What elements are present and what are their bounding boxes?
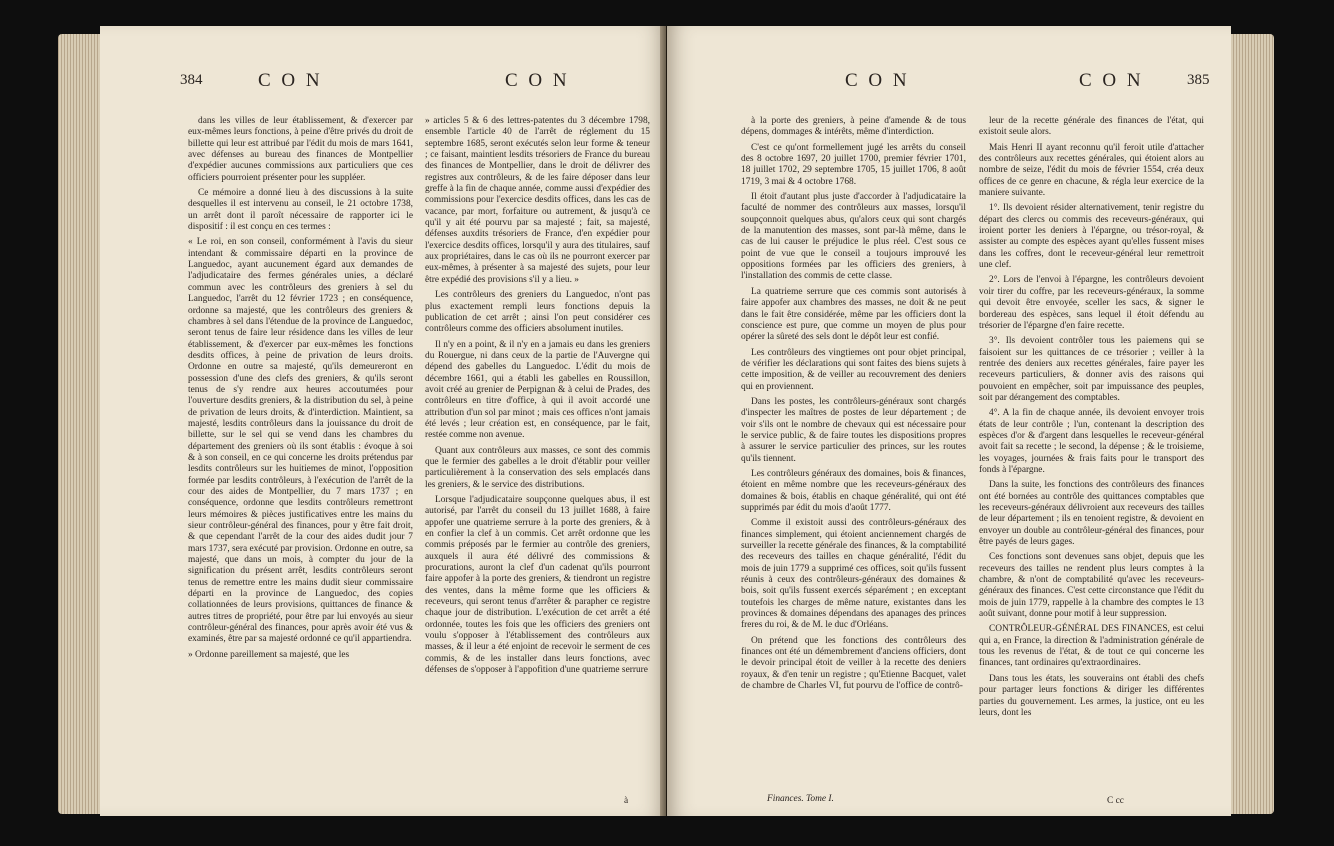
paragraph: « Le roi, en son conseil, conformément à l'avis du sieur intendant & commissaire départi en la province de Languedoc, ayant aucunement égard aux demandes de l'adjudicataire des fermes générales unies, a déclaré commun avec les contrôleurs des greniers à sel du Languedoc, l'arrêt du 12 février 1723 ; en conséquence, ordonne sa majesté, que les contrôleurs des greniers & chambres à sel dans l'étendue de la province de Languedoc, seront tenus de faire leur résidence dans les villes de leur établissement, & d'exercer par eux-mêmes les fonctions desdits offices, à peine de privation de leurs droits. Ordonne en outre sa majesté, qu'ils demeureront en possession d'une des clefs des greniers, & qu'ils seront tenus de s'y rendre aux heures accoutumées pour l'ouverture desdits greniers, & la distribution du sel, à peine de privation de leurs droits, & d'interdiction. Maintient, sa majesté, lesdits contrôleurs dans la jouissance du droit de billette, sur le sel qui se vend dans les chambres du département des greniers où ils sont établis : évoque à soi & à son conseil, en ce qui concerne les droits prétendus par lesdits contrôleurs sur les huitiemes de minot, l'opposition formée par lesdits contrôleurs, à l'exécution de l'arrêt de la cour des aides de Montpellier, du 7 mars 1737 ; en conséquence, ordonne que lesdits contrôleurs remettront leurs mémoires & pièces justificatives entre les mains du sieur contrôleur-général des finances, pour y être fait droit, & que cependant l'arrêt de la cour des aides dudit jour 7 mars 1737, sera exécuté par provision. Ordonne en outre, sa majesté, que dans un mois, à compter du jour de la signification du présent arrêt, lesdits contrôleurs seront tenus de remettre entre les mains dudit sieur commissaire départi en la province de Languedoc, des copies collationnées de leurs provisions, quittances de finance & autres titres de propriété, pour être par lui envoyés au sieur contrôleur-général des finances, pour après avoir été vus & examinés, être par sa majesté ordonné ce qu'il appartiendra.: [188, 237, 413, 645]
paragraph: Comme il existoit aussi des contrôleurs-généraux des finances simplement, qui étoient anciennement chargés de surveiller la recette générale des finances, & la comptabilité des receveurs des tailles en chaque généralité, l'édit du mois de juin 1779 a supprimé ces offices, soit qu'ils fussent réunis à ceux des contrôleurs-généraux des domaines & bois, soit qu'ils fussent exercés séparément ; en exceptant toutefois les charges de même nature, existantes dans les provinces & domaines dépendans des apanages des princes freres du roi, & de M. le duc d'Orléans.: [741, 518, 966, 631]
book-edge-right: [1228, 34, 1274, 814]
signature-mark: C cc: [1107, 796, 1124, 806]
running-head-left-2: C O N: [505, 70, 570, 91]
paragraph: Ce mémoire a donné lieu à des discussions à la suite desquelles il est intervenu au conseil, le 21 octobre 1738, un arrêt dont il paroît nécessaire de rapporter ici le dispositif : il est conçu en ces termes :: [188, 188, 413, 233]
paragraph: La quatrieme serrure que ces commis sont autorisés à faire appofer aux chambres des masses, ne doit & ne peut dans le fait être considérée, même par les officiers dont la conscience est pure, que comme un moyen de plus pour opérer la sûreté des sels dont le dépôt leur est confié.: [741, 286, 966, 343]
paragraph: Les contrôleurs des vingtiemes ont pour objet principal, de vérifier les déclarations qui sont faites des biens sujets à cette imposition, & de veiller au recouvrement des deniers qui en proviennent.: [741, 347, 966, 392]
paragraph: Dans la suite, les fonctions des contrôleurs des finances ont été bornées au contrôle des quittances comptables que les receveurs-généraux délivroient aux receveurs des tailles de leur département ; ils en tenoient registre, & devoient en envoyer un double au contrôleur-général des finances, pour être payés de leurs gages.: [979, 480, 1204, 548]
paragraph: à la porte des greniers, à peine d'amende & de tous dépens, dommages & intérêts, même d'interdiction.: [741, 116, 966, 138]
running-head-left-1: C O N: [258, 70, 323, 91]
paragraph: Lorsque l'adjudicataire soupçonne quelques abus, il est autorisé, par l'arrêt du conseil du 13 juillet 1688, à faire appofer une quatrieme serrure à la porte des greniers, & à en confier la clef à un commis. Cet arrêt ordonne que les commis préposés par le fermier au contrôle des greniers, auxquels il aura été délivré des commissions & procurations, auront la clef d'un cadenat qu'ils pourront faire appofer à la porte des greniers, & tiendront un registre des ventes, dans la même forme que les officiers & receveurs, qui seront tenus d'arrêter & parapher ce registre chaque jour de distribution. L'exécution de cet arrêt a été ordonnée, toutes les fois que les officiers des greniers ont voulu s'opposer à l'établissement des contrôleurs aux masses, & il leur a été enjoint de recevoir le serment de ces commis, & de les installer dans leurs fonctions, avec défenses de s'opposer à l'appofition d'une quatrieme serrure: [425, 495, 650, 676]
paragraph: » articles 5 & 6 des lettres-patentes du 3 décembre 1798, ensemble l'article 40 de l'arrêt de réglement du 15 septembre 1685, seront exécutés selon leur forme & teneur ; ce faisant, maintient lesdits trésoriers de France du bureau des finances de Montpellier, dans le droit de délivrer des registres aux contrôleurs, & de les faire déposer dans leur greffe à la fin de chaque année, comme aussi d'expédier des commissions pour l'exercice desdits offices, dans les cas de vacance, par mort, forfaiture ou autrement, & jusqu'à ce qu'il y ait été pourvu par sa majesté ; fait, sa majesté, défenses auxdits trésoriers de France, d'en expédier pour l'exercice desdits offices, lorsqu'il y aura des titulaires, sauf aux propriétaires, dans le cas où ils ne pourront exercer par eux-mêmes, à présenter à sa majesté des sujets, pour leur être expédié des provisions s'il y a lieu. »: [425, 116, 650, 285]
paragraph: Quant aux contrôleurs aux masses, ce sont des commis que le fermier des gabelles a le droit d'établir pour veiller particulièrement à la conservation des sels emplacés dans les greniers, & le service des distributions.: [425, 445, 650, 490]
paragraph: Il n'y en a point, & il n'y en a jamais eu dans les greniers du Rouergue, ni dans ceux de la partie de l'Auvergne qui dépend des gabelles du Languedoc. L'édit du mois de décembre 1661, qui a établi les gabelles en Roussillon, avoit créé au grenier de Perpignan & à celui de Prades, des contrôleurs en titre d'office, à qui il avoit accordé une attribution d'un sol par minot ; mais ces offices n'ont jamais été levés ; leur création est, en conséquence, par le fait, restée comme non avenue.: [425, 339, 650, 441]
paragraph: CONTRÔLEUR-GÉNÉRAL DES FINANCES, est celui qui a, en France, la direction & l'administration générale de tous les revenus de l'état, & de tout ce qui concerne les finances, tant ordinaires qu'extraordinaires.: [979, 624, 1204, 669]
right-page: [667, 26, 1231, 816]
paragraph: leur de la recette générale des finances de l'état, qui existoit seule alors.: [979, 116, 1204, 138]
paragraph: dans les villes de leur établissement, & d'exercer par eux-mêmes leurs fonctions, à peine d'être privés du droit de billette qui leur est attribué par l'édit du mois de mars 1641, avec défenses au bureau des finances de Montpellier d'expédier aucunes commissions aux particuliers que ces officiers pourroient présenter pour les suppléer.: [188, 116, 413, 183]
text-column-left-2: [425, 116, 650, 681]
book-edge-left: [58, 34, 104, 814]
paragraph: C'est ce qu'ont formellement jugé les arrêts du conseil des 8 octobre 1697, 20 juillet 1700, premier février 1701, 18 juillet 1702, 29 septembre 1705, 15 juillet 1706, 8 août 1719, 3 mai & 4 octobre 1768.: [741, 142, 966, 187]
paragraph: Mais Henri II ayant reconnu qu'il feroit utile d'attacher des contrôleurs aux recettes générales, qui étoient alors au nombre de seize, l'édit du mois de février 1554, créa deux offices de ce genre en chacune, & régla leur exercice de la maniere suivante.: [979, 142, 1204, 199]
text-column-right-2: [979, 116, 1204, 723]
paragraph: Dans tous les états, les souverains ont établi des chefs pour partager leurs fonctions & diriger les différentes parties du gouvernement. Les armes, la justice, ont eu les leurs, dont les: [979, 673, 1204, 718]
running-head-right-2: C O N: [1079, 70, 1144, 91]
paragraph: Les contrôleurs des greniers du Languedoc, n'ont pas plus exactement rempli leurs fonctions depuis la publication de cet arrêt ; ainsi l'on peut considérer ces contrôleurs comme des officiers absolument inutiles.: [425, 290, 650, 335]
paragraph: On prétend que les fonctions des contrôleurs des finances ont été un démembrement d'anciens officiers, dont le devoir principal étoit de veiller à la recette des deniers royaux, & d'en tenir un registre ; qu'Etienne Bacquet, valet de chambre de Charles VI, fut pourvu de l'office de contrô-: [741, 635, 966, 692]
page-number-right: 385: [1187, 72, 1210, 88]
running-head-right-1: C O N: [845, 70, 910, 91]
paragraph: 4°. A la fin de chaque année, ils devoient envoyer trois états de leur contrôle ; l'un, contenant la description des espèces d'or & d'argent dans lesquelles le receveur-général avoit fait sa recette ; le second, la dépense ; & le troisieme, les voyages, journées & frais faits pour le transport des fonds à l'épargne.: [979, 408, 1204, 475]
paragraph: Les contrôleurs généraux des domaines, bois & finances, étoient en même nombre que les receveurs-généraux des domaines & bois, établis en chaque généralité, qui ont été supprimés par édit du mois d'août 1777.: [741, 468, 966, 513]
paragraph: » Ordonne pareillement sa majesté, que les: [188, 649, 350, 660]
paragraph: 1°. Ils devoient résider alternativement, tenir registre du départ des clercs ou commis des receveurs-généraux, qui iroient porter les deniers à l'épargne, ou trésor-royal, & assister au compte des espèces ayant qu'elles fussent mises dans les coffres, dont le receveur-général leur remettroit une clef.: [979, 203, 1204, 271]
page-number-left: 384: [180, 72, 203, 88]
paragraph: 3°. Ils devoient contrôler tous les paiemens qui se faisoient sur les quittances de ce trésorier ; veiller à la rentrée des deniers aux recettes générales, faire payer les receveurs particuliers, & donner avis des raisons qui pouvoient en empêcher, soit par impuissance des peuples, soit par dérangement des comptables.: [979, 336, 1204, 403]
text-column-right-1: [741, 116, 966, 697]
text-column-left-1: [188, 116, 413, 665]
left-page: [100, 26, 666, 816]
page-footer: Finances. Tome I.: [767, 794, 834, 804]
catchword: à: [624, 796, 629, 806]
paragraph: Ces fonctions sont devenues sans objet, depuis que les receveurs des tailles ne rendent plus leurs comptes à la chambre, & n'ont de comptabilité qu'avec les receveurs-généraux des finances. C'est cette circonstance que l'édit du mois de juin 1779, rappelle à la chambre des comptes le 13 août suivant, donne pour motif à leur suppression.: [979, 552, 1204, 620]
paragraph: Dans les postes, les contrôleurs-généraux sont chargés d'inspecter les maîtres de postes de leur département ; de voir s'ils ont le nombre de chevaux qui est nécessaire pour le service public, & de faire toutes les dispositions propres à assurer le service particulier des princes, sur les routes qu'ils tiennent.: [741, 396, 966, 464]
paragraph: Il étoit d'autant plus juste d'accorder à l'adjudicataire la faculté de nommer des contrôleurs aux masses, lorsqu'il soupçonnoit quelques abus, qu'alors ceux qui sont chargés de la manutention des masses, sont par-là même, dans le cas de lui causer le préjudice le plus réel. C'est sous ce point de vue que le conseil a toujours improuvé les oppositions formées par les officiers des greniers, à l'installation des commis de cette classe.: [741, 192, 966, 282]
paragraph: 2°. Lors de l'envoi à l'épargne, les contrôleurs devoient voir tirer du coffre, par les receveurs-généraux, la somme qui devoit être envoyée, sceller les sacs, & signer le bordereau des espèces, sans lequel il étoit défendu au trésorier de l'épargne d'en faire recette.: [979, 275, 1204, 331]
